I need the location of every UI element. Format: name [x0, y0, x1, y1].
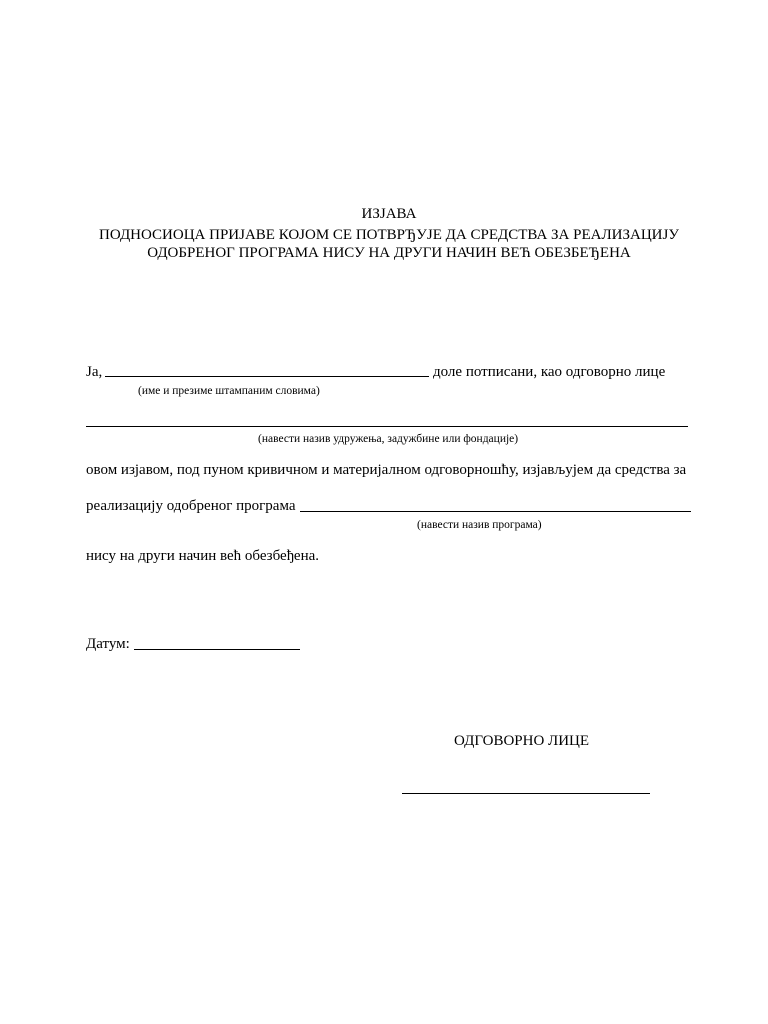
declaration-closing-line: нису на други начин већ обезбеђена. [86, 548, 320, 564]
signature-blank-line [402, 793, 650, 794]
document-subtitle-line-1: ПОДНОСИОЦА ПРИЈАВЕ КОЈОМ СЕ ПОТВРЂУЈЕ ДА СРЕДСТВА ЗА РЕАЛИЗАЦИЈУ [99, 227, 679, 243]
intro-suffix: доле потписани, као одговорно лице [433, 364, 666, 380]
name-field-note: (име и презиме штампаним словима) [138, 385, 320, 397]
name-blank-line [105, 376, 429, 377]
date-label: Датум: [86, 636, 130, 652]
document-title: ИЗЈАВА [361, 206, 417, 222]
intro-prefix: Ја, [86, 364, 103, 380]
program-blank-line [300, 511, 691, 512]
organization-field-note: (навести назив удружења, задужбине или фондације) [258, 433, 519, 445]
signature-label: ОДГОВОРНО ЛИЦЕ [454, 733, 590, 749]
document-subtitle-line-2: ОДОБРЕНОГ ПРОГРАМА НИСУ НА ДРУГИ НАЧИН ВЕЋ ОБЕЗБЕЂЕНА [147, 245, 631, 261]
organization-blank-line [86, 426, 688, 427]
date-blank-line [134, 649, 300, 650]
declaration-text-line: овом изјавом, под пуном кривичном и материјалном одговорношћу, изјављујем да средства за [86, 462, 687, 478]
program-prefix: реализацију одобреног програма [86, 498, 296, 514]
program-field-note: (навести назив програма) [417, 519, 542, 531]
